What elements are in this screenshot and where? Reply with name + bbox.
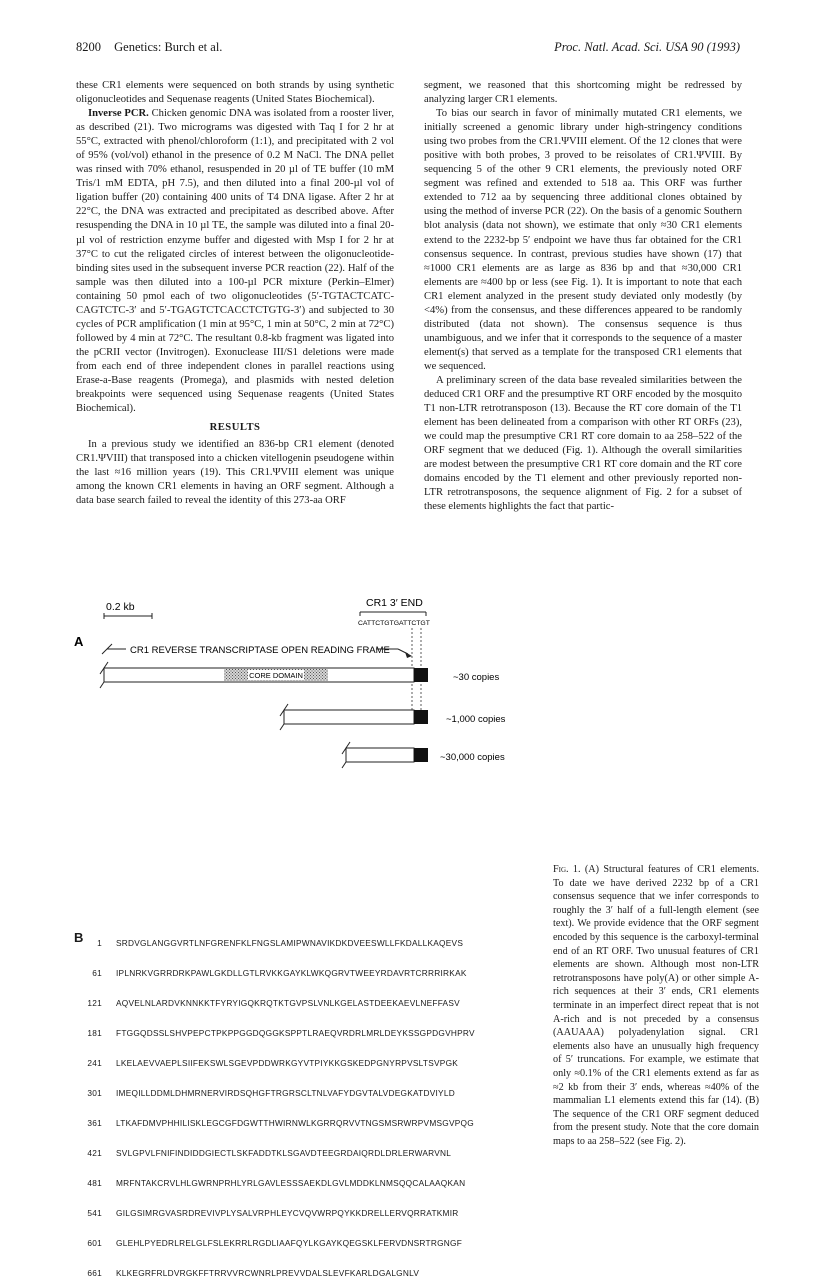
- header-left: [76, 40, 222, 55]
- figure-1: A 0.2 kb CR1 3′ END CATTCTGTGATTCTGT CR1 REVERSE TRANSCRIPTASE OPEN READING FRAME CORE DOMAIN ~30 copies ~1,000 copies ~30,000 copies B 1 SRDVGLANGGVRTLNFGRENFKLFNGSLAMIPWNAVIKDKDVEESWLLFKDALLKAQEVS 61 IPLNRKVGRRDRKPAWLGKDLLGTLRVKKGAYKLWKQGRVTWEEYRDAVRTCRRRIRKAK 121 AQVELNLARDVKNNKKTFYRYIGQKRQTKTGVPSLVNLKGELASTDEEKAEVLNEFFASV 181 FTGGQDSSLSHVPEPCTPKPPGGDQGGKSPPTLRAEQVRDRLMRLDEYKSSGPDGVHPRV 241 LKELAEVVAEPLSIIFEKSWLSGEVPDDWRKGYVTPIYKKGSKEDPGNYRPVSLTSVPGK 301 IMEQILLDDMLDHMRNERVIRDSQHGFTRGRSCLTNLVAFYDGVTALVDEGKATDVIYLD 361 LTKAFDMVPHHILISKLEGCGFDGWTTHWIRNWLKGRRQRVVTNGSMSRWRPVMSGVPQG 421 SVLGPVLFNIFINDIDDGIECTLSKFADDTKLSGAVDTEEGRDAIQRDLDRLERWARVNL 481 MRFNTAKCRVLHLGWRNPRHLYRLGAVLESSSAEKDLGVLMDDKLNMSQQCALAAQKAN 541 GILGSIMRGVASRDREVIVPLYSALVRPHLEYCVQVWRPQYKKDRELLERVQRRATKMIR 601 GLEHLPYEDRLRELGLFSLEKRRLRGDLIAAFQYLKGAYKQEGSKLFERVDNSRTRGNGF 661 KLKEGRFRLDVRGKFFTRRVVRCWNRLPREVVDALSLEVFKARLDGALGNLV Fig. 1. (A) Structural features of CR1 elements. To date we have derived 2232 bp of a CR1 consensus sequence that we infer corresponds to roughly the 3′ half of a full-length element (see text). We provide evidence that the ORF segment encoded by this sequence is the carboxyl-terminal end of an RT ORF. Two unusual features of CR1 elements are shown. Although most non-LTR retrotransposons have poly(A) or other simple A-rich sequences at their 3′ ends, CR1 elements terminate in an imperfect direct repeat that is not A-rich and is not preceded by a consensus (AAUAAA) polyadenylation signal. CR1 elements also have an unusually high frequency of 5′ truncations. For example, we estimate that only ≈0.1% of the CR1 elements extend as far as ≈2 kb from their 3′ ends, whereas ≈40% of the mammalian L1 elements extend this far (14). (B) The sequence of the CR1 ORF segment deduced from the present study. Note that the core domain maps to aa 258–522 (see Fig. 2).: [76, 588, 756, 1078]
- panel-a-label: A: [74, 634, 84, 649]
- paragraph: A preliminary screen of the data base revealed similarities between the deduced CR1 ORF and the presumptive RT ORF encoded by the mosquito T1 non-LTR retrotransposon (13). Because the RT core domain of the T1 element has been delineated from a comparison with other RT ORFs (23), we could map the presumptive CR1 RT core domain to aa 258–522 of the ORF segment that we deduced (Fig. 1). Although the overall similarities are modest between the presumptive CR1 RT core domain and the RT core domains encoded by the T1 element and other previously reported non-LTR retrotransposons, the sequence alignment of Fig. 2 for a subset of these elements highlights the fact that partic-: [424, 374, 742, 513]
- caption-text: (A) Structural features of CR1 elements. To date we have derived 2232 bp of a CR1 consensus sequence that we infer corresponds to roughly the 3′ half of a full-length element (see text). We provide evidence that the ORF segment encoded by this sequence is the carboxyl-terminal end of an RT ORF. Two unusual features of CR1 elements are shown. Although most non-LTR retrotransposons have poly(A) or other simple A-rich sequences at their 3′ ends, CR1 elements terminate in an imperfect direct repeat that is not A-rich and is not preceded by a consensus (AAUAAA) polyadenylation signal. CR1 elements also have an unusually high frequency of 5′ truncations. For example, we estimate that only ≈0.1% of the CR1 elements extend as far as ≈2 kb from their 3′ ends, whereas ≈40% of the mammalian L1 elements extend this far (14). (B) The sequence of the CR1 ORF segment deduced from the present study. Note that the core domain maps to aa 258–522 (see Fig. 2).: [553, 864, 759, 1147]
- terminal-repeat-block: [414, 710, 428, 724]
- terminal-repeat-block: [414, 748, 428, 762]
- repeat-sequence: CATTCTGTGATTCTGT: [358, 620, 430, 627]
- copy-count: ~1,000 copies: [446, 714, 506, 725]
- copy-count: ~30,000 copies: [440, 752, 505, 763]
- orf-arrowhead: [405, 652, 412, 658]
- running-header: [76, 40, 740, 58]
- figure-caption: [553, 863, 759, 1148]
- orf-label: CR1 REVERSE TRANSCRIPTASE OPEN READING FRAME: [130, 645, 390, 656]
- short-element-bar: [346, 748, 414, 762]
- left-column: [76, 79, 394, 508]
- right-column: [424, 79, 742, 514]
- paragraph: In a previous study we identified an 836-bp CR1 element (denoted CR1.ΨVIII) that transposed into a chicken vitellogenin pseudogene within the last ≈16 million years (19). This CR1.ΨVIII element was unique among the known CR1 elements in having an ORF segment. Although a data base search failed to reveal the identity of this 273-aa ORF: [76, 439, 394, 507]
- methods-paragraph: [76, 107, 394, 416]
- truncated-element-bar: [284, 710, 414, 724]
- caption-label: Fig. 1.: [553, 864, 581, 875]
- panel-b-label: B: [74, 930, 84, 945]
- paragraph: these CR1 elements were sequenced on both strands by using synthetic oligonucleotides and Sequenase reagents (United States Biochemical).: [76, 80, 394, 106]
- end-label: CR1 3′ END: [366, 597, 423, 609]
- core-domain-label: CORE DOMAIN: [249, 671, 303, 680]
- paragraph-text: Chicken genomic DNA was isolated from a rooster liver, as described (21). Two micrograms was digested with Taq I for 2 hr at 55°C, extracted with phenol/chloroform (1:1), and precipitated with 2 vol of 95% (vol/vol) ethanol in the presence of 0.2 M NaCl. The DNA pellet was rinsed with 70% ethanol, resuspended in 20 µl of TE buffer (10 mM Tris/1 mM EDTA, pH 7.5), and then diluted into a final 200-µl vol of ligation buffer (20) containing 400 units of T4 DNA ligase. After 2 hr at 22°C, the DNA was extracted and precipitated as described above. After resuspending the DNA in 10 µl TE, the sample was diluted into a final 20-µl vol of restriction enzyme buffer and digested with Msp I for 2 hr at 37°C to cut the religated circles of interest between the oligonucleotide-binding sites used in the subsequent inverse PCR reaction (22). Half of the sample was then diluted into a 100-µl PCR mixture (Perkin–Elmer) containing 50 pmol each of two oligonucleotides (5′-TGTACTCATC-CAGTCTC-3′ and 5′-TGAGTCTCACCTCTGTG-3′) and subjected to 30 cycles of PCR amplification (1 min at 95°C, 1 min at 50°C, 2 min at 72°C) followed by 4 min at 72°C. The resultant 0.8-kb fragment was ligated into the pCRII vector (Invitrogen). Exonuclease III/S1 deletions were made from each end of three independent clones in parallel reactions using Erase-a-Base reagents (Promega), and plasmids with nested deletion breakpoints were sequenced using Sequenase reagents (United States Biochemical).: [76, 108, 395, 415]
- paragraph: segment, we reasoned that this shortcoming might be redressed by analyzing larger CR1 elements.: [424, 80, 742, 106]
- runin-heading: Inverse PCR.: [88, 108, 149, 120]
- page-number: 8200: [76, 40, 101, 54]
- terminal-repeat-block: [414, 668, 428, 682]
- section-title: Genetics: Burch et al.: [114, 40, 223, 54]
- journal-citation: Proc. Natl. Acad. Sci. USA 90 (1993): [554, 40, 740, 54]
- paragraph: To bias our search in favor of minimally mutated CR1 elements, we initially screened a genomic library under high-stringency conditions using two probes from the CR1.ΨVIII element. Of the 12 clones that were positive with both probes, 3 proved to be reisolates of CR1.ΨVIII. By sequencing 5 of the other 9 CR1 elements, the previously noted ORF segment was refined and extended to 518 aa. This ORF was further extended to 712 aa by sequencing three additional clones obtained by using the method of inverse PCR (22). On the basis of a genomic Southern blot analysis (data not shown), we estimate that only ≈30 CR1 elements extend to the 2232-bp 5′ endpoint we have thus far obtained for the CR1 consensus sequence. In contrast, previous studies have shown (17) that ≈1000 CR1 elements are as large as 836 bp and that ≈30,000 CR1 elements are ≈400 bp or less (see Fig. 1). It is important to note that each CR1 element analyzed in the present study deviated only modestly (by <4%) from the consensus, and these differences appeared to be randomly distributed (data not shown). The consensus sequence is thus unambiguous, and we infer that it corresponds to the sequence of a master element(s) that served as a template for the transposed CR1 elements that we sequenced.: [424, 108, 742, 372]
- copy-count: ~30 copies: [453, 672, 500, 683]
- results-heading: RESULTS: [209, 422, 261, 434]
- scale-label: 0.2 kb: [106, 601, 135, 613]
